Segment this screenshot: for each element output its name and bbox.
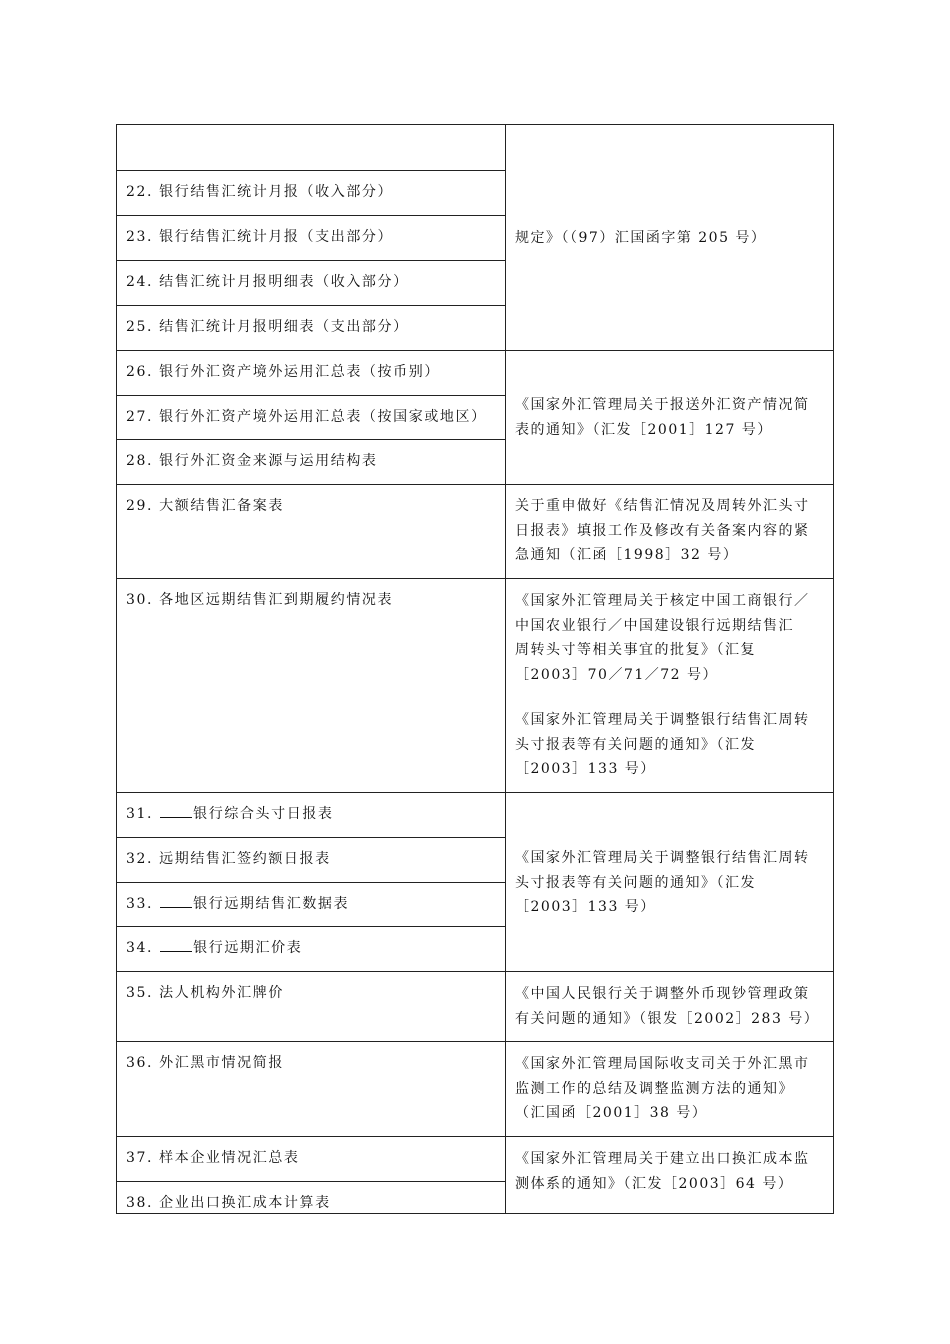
row-number: 31.: [126, 806, 160, 822]
regulation-ref-4a: [515, 589, 831, 687]
ref-line: 规定》（（97）汇国函字第 205 号）: [515, 230, 767, 246]
table-row-29: 29. 大额结售汇备案表: [126, 498, 284, 514]
table-row-23: 23. 银行结售汇统计月报（支出部分）: [126, 229, 394, 245]
row-divider: [117, 792, 833, 793]
row-divider: [117, 837, 506, 838]
row-divider: [117, 170, 506, 171]
ref-line: 头寸报表等有关问题的通知》（汇发: [515, 874, 756, 891]
table-row-35: 35. 法人机构外汇牌价: [126, 985, 284, 1001]
row-divider: [117, 971, 833, 972]
row-divider: [117, 1181, 506, 1182]
table-row-37: 37. 样本企业情况汇总表: [126, 1150, 300, 1166]
ref-line: 关于重申做好《结售汇情况及周转外汇头寸: [515, 498, 810, 514]
row-divider: [117, 215, 506, 216]
table-row-38: 38. 企业出口换汇成本计算表: [126, 1195, 331, 1211]
row-divider: [117, 350, 833, 351]
ref-line: 《国家外汇管理局关于调整银行结售汇周转: [515, 712, 810, 728]
ref-line: ［2003］70／71／72 号）: [515, 666, 719, 683]
table-row-25: 25. 结售汇统计月报明细表（支出部分）: [126, 319, 409, 335]
regulation-ref-6: [515, 982, 831, 1031]
ref-line: 《国家外汇管理局关于建立出口换汇成本监: [515, 1151, 810, 1167]
table-row-26: 26. 银行外汇资产境外运用汇总表（按币别）: [126, 364, 440, 380]
ref-line: 中国农业银行／中国建设银行远期结售汇: [515, 617, 794, 634]
regulation-ref-1: [515, 226, 831, 251]
blank-line: [160, 803, 192, 818]
ref-line: 《国家外汇管理局关于核定中国工商银行／: [515, 593, 810, 609]
regulation-ref-7: [515, 1052, 831, 1126]
column-divider: [505, 125, 506, 1213]
regulation-ref-8: [515, 1147, 831, 1196]
regulation-ref-5: [515, 846, 831, 920]
row-divider: [117, 578, 833, 579]
regulation-ref-2: [515, 393, 831, 442]
table-row-30: 30. 各地区远期结售汇到期履约情况表: [126, 592, 394, 608]
table-row-32: 32. 远期结售汇签约额日报表: [126, 851, 331, 867]
table-row-28: 28. 银行外汇资金来源与运用结构表: [126, 453, 378, 469]
ref-line: 《国家外汇管理局国际收支司关于外汇黑市: [515, 1056, 810, 1072]
row-divider: [117, 1136, 833, 1137]
row-divider: [117, 439, 506, 440]
regulation-table: [116, 124, 834, 1214]
ref-line: 日报表》填报工作及修改有关备案内容的紧: [515, 522, 810, 539]
row-divider: [117, 1041, 833, 1042]
ref-line: 《国家外汇管理局关于调整银行结售汇周转: [515, 850, 810, 866]
table-row-34: [126, 936, 302, 961]
ref-line: 急通知（汇函［1998］32 号）: [515, 547, 739, 563]
row-divider: [117, 882, 506, 883]
table-row-36: 36. 外汇黑市情况简报: [126, 1055, 284, 1071]
ref-line: 表的通知》（汇发［2001］127 号）: [515, 421, 773, 438]
row-number: 33.: [126, 896, 160, 912]
row-divider: [117, 484, 833, 485]
row-divider: [117, 260, 506, 261]
table-row-22: 22. 银行结售汇统计月报（收入部分）: [126, 184, 394, 200]
row-number: 34.: [126, 940, 160, 956]
ref-line: ［2003］133 号）: [515, 761, 656, 777]
row-label: 银行远期汇价表: [193, 940, 303, 956]
ref-line: 《中国人民银行关于调整外币现钞管理政策: [515, 986, 810, 1002]
regulation-ref-3: [515, 494, 831, 568]
ref-line: 《国家外汇管理局关于报送外汇资产情况简: [515, 397, 810, 413]
ref-line: 监测工作的总结及调整监测方法的通知》: [515, 1080, 794, 1097]
ref-line: 头寸报表等有关问题的通知》（汇发: [515, 736, 756, 753]
ref-line: 测体系的通知》（汇发［2003］64 号）: [515, 1175, 794, 1192]
table-row-27: 27. 银行外汇资产境外运用汇总表（按国家或地区）: [126, 409, 487, 425]
ref-line: 有关问题的通知》（银发［2002］283 号）: [515, 1010, 820, 1027]
ref-line: （汇国函［2001］38 号）: [515, 1105, 708, 1121]
row-label: 银行远期结售汇数据表: [193, 896, 350, 912]
table-row-24: 24. 结售汇统计月报明细表（收入部分）: [126, 274, 409, 290]
row-label: 银行综合头寸日报表: [193, 806, 334, 822]
row-divider: [117, 926, 506, 927]
table-row-33: [126, 892, 349, 917]
blank-line: [160, 937, 192, 952]
ref-line: 周转头寸等相关事宜的批复》（汇复: [515, 642, 756, 658]
blank-line: [160, 893, 192, 908]
row-divider: [117, 395, 506, 396]
table-row-31: [126, 802, 334, 827]
row-divider: [117, 305, 506, 306]
regulation-ref-4b: [515, 708, 831, 782]
ref-line: ［2003］133 号）: [515, 899, 656, 915]
